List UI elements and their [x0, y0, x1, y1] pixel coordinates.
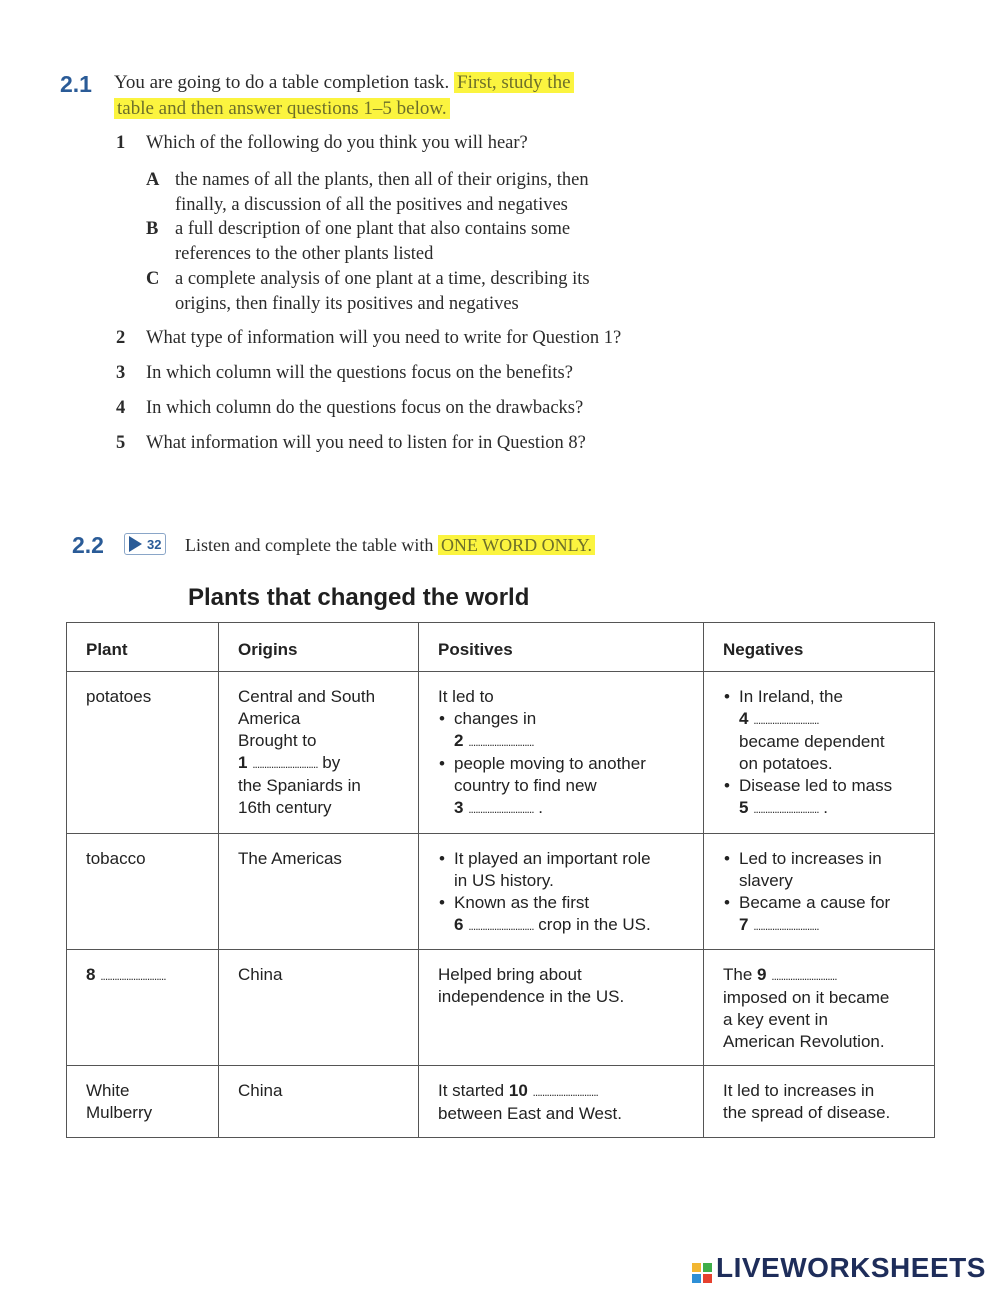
gap-5[interactable]: 5 ............................ . [739, 798, 829, 817]
logo-icon [692, 1263, 712, 1283]
gap-10[interactable]: 10 ............................ [508, 1081, 598, 1100]
question-1: 1 Which of the following do you think you will hear? [116, 133, 528, 153]
cell-negatives: • In Ireland, the 4 ............................ became dependent on potatoes. • Disease led to mass 5 ............................ . [704, 672, 935, 834]
header-plant: Plant [67, 623, 219, 672]
cell-negatives: The 9 ............................ imposed on it became a key event in American Revolution. [704, 950, 935, 1066]
table-row [67, 1066, 935, 1138]
cell-positives: It led to • changes in 2 ............................ • people moving to another country to find new 3 ............................ . [419, 672, 704, 834]
header-positives: Positives [419, 623, 704, 672]
table-row [67, 834, 935, 950]
section-number-2-2: 2.2 [72, 532, 104, 558]
cell-plant: White Mulberry [67, 1066, 219, 1138]
play-icon [129, 536, 142, 552]
plants-table [66, 622, 935, 1138]
cell-positives: It started 10 ............................ between East and West. [419, 1066, 704, 1138]
cell-origins: The Americas [219, 834, 419, 950]
section-2-1-intro [114, 70, 714, 122]
intro-text: You are going to do a table completion task. [114, 72, 450, 93]
cell-negatives: • Led to increases in slavery • Became a cause for 7 ............................ [704, 834, 935, 950]
question-4: 4 In which column do the questions focus on the drawbacks? [116, 398, 584, 418]
table-header-row [67, 623, 935, 672]
option-b: B a full description of one plant that also contains some references to the other plants listed [146, 219, 571, 264]
gap-2[interactable]: 2 ............................ [454, 731, 534, 750]
gap-7[interactable]: 7 ............................ [739, 915, 819, 934]
gap-8[interactable]: 8 ............................ [86, 965, 166, 984]
cell-origins: China [219, 1066, 419, 1138]
option-a: A the names of all the plants, then all of their origins, then finally, a discussion of all the positives and negatives [146, 170, 589, 215]
header-origins: Origins [219, 623, 419, 672]
section-2-2-instruction: Listen and complete the table with ONE WORD ONLY. [185, 532, 595, 558]
table-row [67, 950, 935, 1066]
instruction-highlight: ONE WORD ONLY. [438, 535, 595, 555]
cell-positives: • It played an important role in US history. • Known as the first 6 ............................ crop in the US. [419, 834, 704, 950]
gap-9[interactable]: 9 ............................ [757, 965, 837, 984]
table-title: Plants that changed the world [188, 584, 530, 611]
gap-4[interactable]: 4 ............................ [739, 709, 819, 728]
intro-highlight-2: table and then answer questions 1–5 below. [114, 98, 450, 119]
question-2: 2 What type of information will you need to write for Question 1? [116, 328, 622, 348]
option-c: C a complete analysis of one plant at a time, describing its origins, then finally its positives and negatives [146, 269, 590, 314]
gap-3[interactable]: 3 ............................ . [454, 798, 544, 817]
liveworksheets-logo: LIVEWORKSHEETS [692, 1252, 986, 1284]
question-5: 5 What information will you need to listen for in Question 8? [116, 433, 586, 453]
header-negatives: Negatives [704, 623, 935, 672]
cell-origins: China [219, 950, 419, 1066]
question-3: 3 In which column will the questions focus on the benefits? [116, 363, 573, 383]
cell-negatives: It led to increases in the spread of disease. [704, 1066, 935, 1138]
gap-1[interactable]: 1 ............................ by [238, 753, 341, 772]
audio-track-button[interactable]: 32 [124, 533, 166, 557]
gap-6[interactable]: 6 ............................ crop in the US. [454, 915, 651, 934]
section-number-2-1: 2.1 [60, 71, 92, 97]
table-row [67, 672, 935, 834]
cell-plant [67, 950, 219, 1066]
cell-plant: potatoes [67, 672, 219, 834]
cell-origins: Central and South America Brought to 1 ............................ by the Spaniards in 16th century [219, 672, 419, 834]
cell-plant: tobacco [67, 834, 219, 950]
intro-highlight-1: First, study the [454, 72, 573, 93]
cell-positives: Helped bring about independence in the US. [419, 950, 704, 1066]
